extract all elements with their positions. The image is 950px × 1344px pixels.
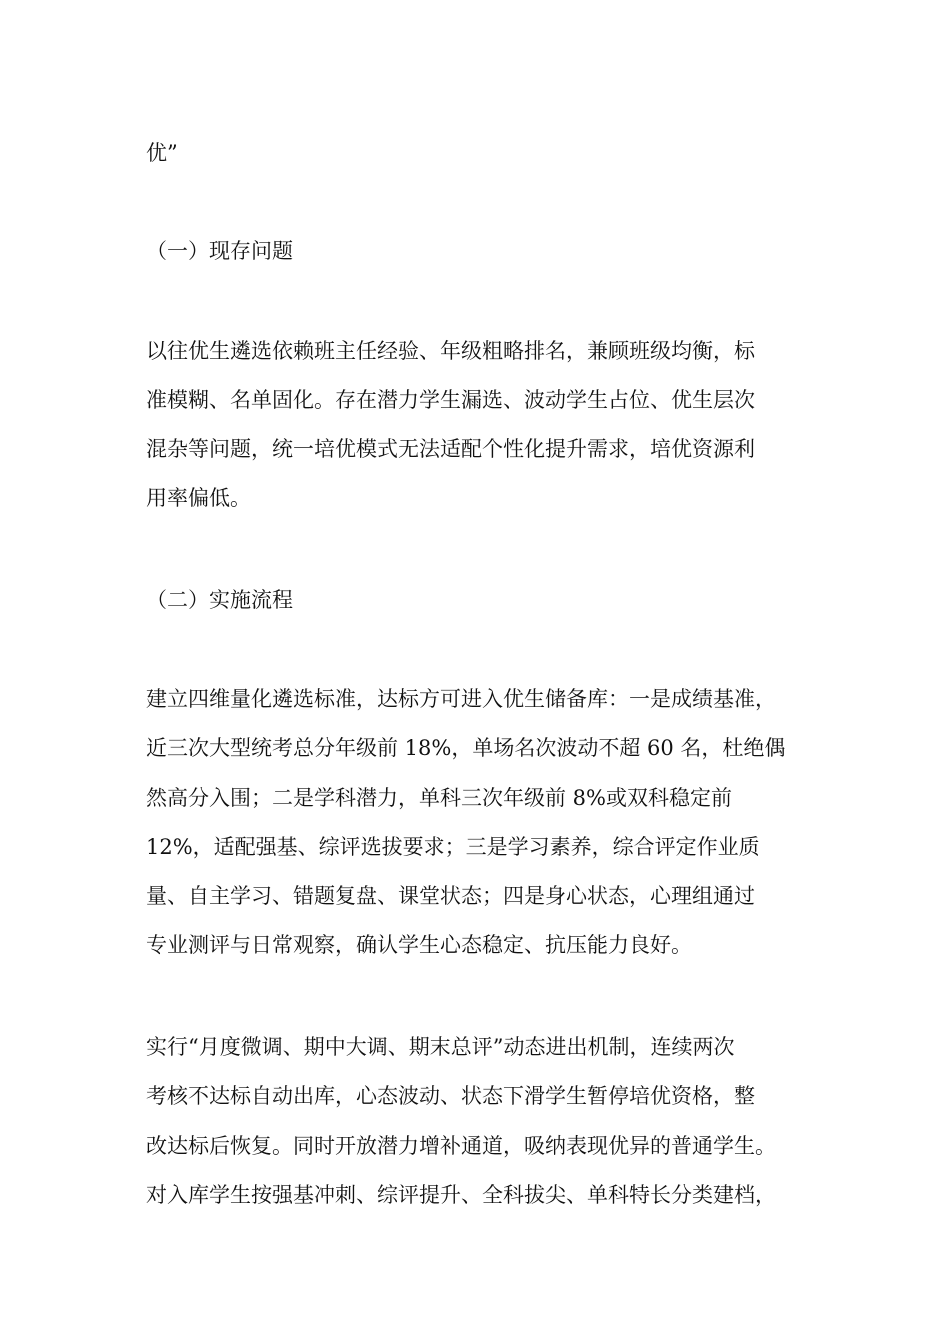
paragraph-line: 对入库学生按强基冲刺、综评提升、全科拔尖、单科特长分类建档， — [146, 1183, 776, 1207]
paragraph-line: 准模糊、名单固化。存在潜力学生漏选、波动学生占位、优生层次 — [146, 388, 755, 412]
section-heading-implementation-process: （二）实施流程 — [146, 588, 293, 612]
paragraph-line: 以往优生遴选依赖班主任经验、年级粗略排名，兼顾班级均衡，标 — [146, 339, 755, 363]
section-heading-existing-problems: （一）现存问题 — [146, 239, 293, 263]
paragraph-line: 混杂等问题，统一培优模式无法适配个性化提升需求，培优资源利 — [146, 437, 755, 461]
paragraph-line: 实行“月度微调、期中大调、期末总评”动态进出机制，连续两次 — [146, 1035, 735, 1059]
paragraph-line: 改达标后恢复。同时开放潜力增补通道，吸纳表现优异的普通学生。 — [146, 1134, 776, 1158]
paragraph-line: 然高分入围；二是学科潜力，单科三次年级前 8%或双科稳定前 — [146, 786, 732, 810]
paragraph-line: 12%，适配强基、综评选拔要求；三是学习素养，综合评定作业质 — [146, 835, 760, 859]
paragraph-line: 建立四维量化遴选标准，达标方可进入优生储备库：一是成绩基准， — [146, 687, 776, 711]
paragraph-line: 考核不达标自动出库，心态波动、状态下滑学生暂停培优资格，整 — [146, 1084, 755, 1108]
paragraph-line: 量、自主学习、错题复盘、课堂状态；四是身心状态，心理组通过 — [146, 884, 755, 908]
paragraph-line: 近三次大型统考总分年级前 18%，单场名次波动不超 60 名，杜绝偶 — [146, 736, 786, 760]
paragraph-line: 用率偏低。 — [146, 486, 251, 510]
paragraph-line: 专业测评与日常观察，确认学生心态稳定、抗压能力良好。 — [146, 933, 692, 957]
continuation-line: 优” — [146, 141, 178, 165]
